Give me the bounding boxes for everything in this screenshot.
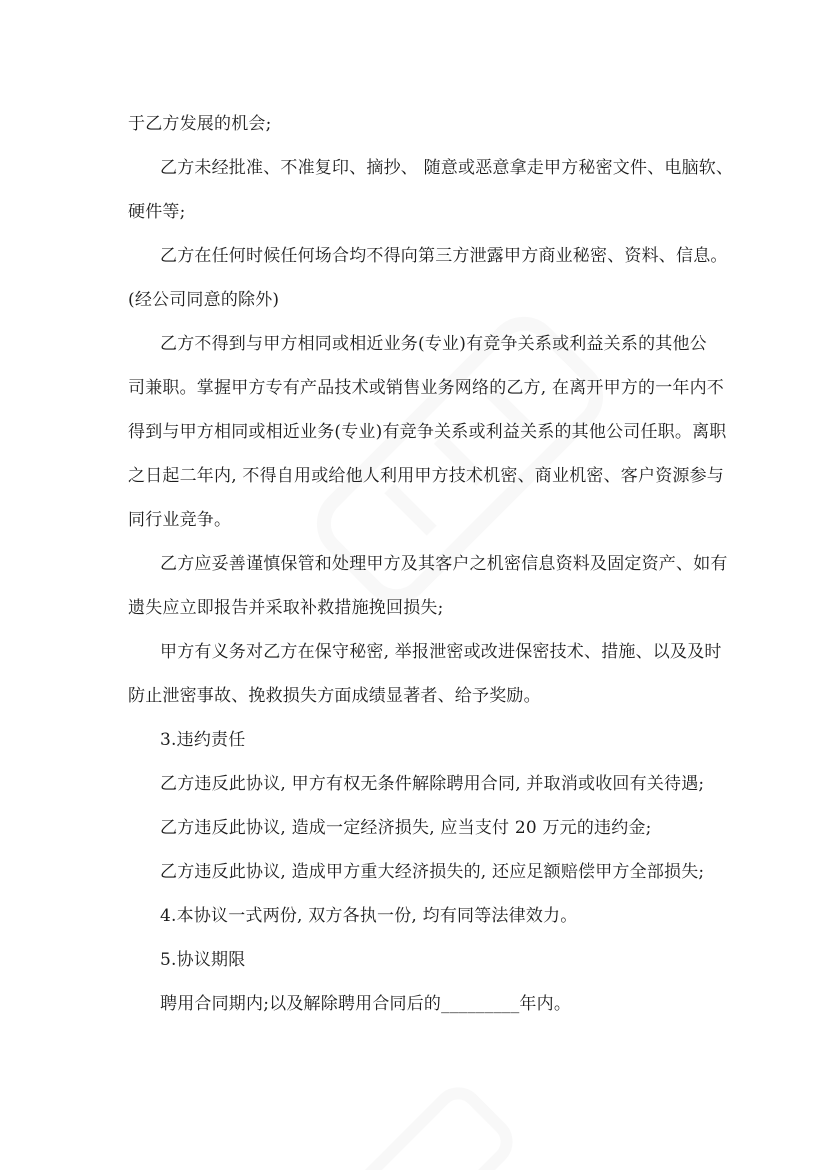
text-line: 乙方在任何时候任何场合均不得向第三方泄露甲方商业秘密、资料、信息。 xyxy=(160,246,728,266)
text-line: 乙方违反此协议, 造成一定经济损失, 应当支付 20 万元的违约金; xyxy=(160,818,652,838)
text-line: 甲方有义务对乙方在保守秘密, 举报泄密或改进保密技术、措施、以及及时 xyxy=(160,642,722,662)
text-line: 硬件等; xyxy=(128,202,186,222)
text-line: 同行业竞争。 xyxy=(128,510,232,530)
text-line: (经公司同意的除外) xyxy=(128,290,280,310)
text-line: 乙方不得到与甲方相同或相近业务(专业)有竞争关系或利益关系的其他公 xyxy=(160,334,707,354)
text-line: 之日起二年内, 不得自用或给他人利用甲方技术机密、商业机密、客户资源参与 xyxy=(128,466,725,486)
text-line: 4.本协议一式两份, 双方各执一份, 均有同等法律效力。 xyxy=(160,906,578,926)
text-line: 乙方未经批准、不准复印、摘抄、 随意或恶意拿走甲方秘密文件、电脑软、 xyxy=(160,158,734,178)
section-heading: 3.违约责任 xyxy=(160,730,246,750)
text-line: 防止泄密事故、挽救损失方面成绩显著者、给予奖励。 xyxy=(128,686,541,706)
text-line: 遗失应立即报告并采取补救措施挽回损失; xyxy=(128,598,444,618)
text-line: 聘用合同期内;以及解除聘用合同后的_________年内。 xyxy=(160,994,572,1014)
text-line: 乙方违反此协议, 造成甲方重大经济损失的, 还应足额赔偿甲方全部损失; xyxy=(160,862,705,882)
text-line: 乙方违反此协议, 甲方有权无条件解除聘用合同, 并取消或收回有关待遇; xyxy=(160,774,705,794)
watermark-logo-bottom xyxy=(330,1060,530,1170)
section-heading: 5.协议期限 xyxy=(160,950,246,970)
text-line: 乙方应妥善谨慎保管和处理甲方及其客户之机密信息资料及固定资产、如有 xyxy=(160,554,728,574)
text-line: 于乙方发展的机会; xyxy=(128,114,272,134)
text-line: 得到与甲方相同或相近业务(专业)有竞争关系或利益关系的其他公司任职。离职 xyxy=(128,422,727,442)
text-line: 司兼职。掌握甲方专有产品技术或销售业务网络的乙方, 在离开甲方的一年内不 xyxy=(128,378,725,398)
